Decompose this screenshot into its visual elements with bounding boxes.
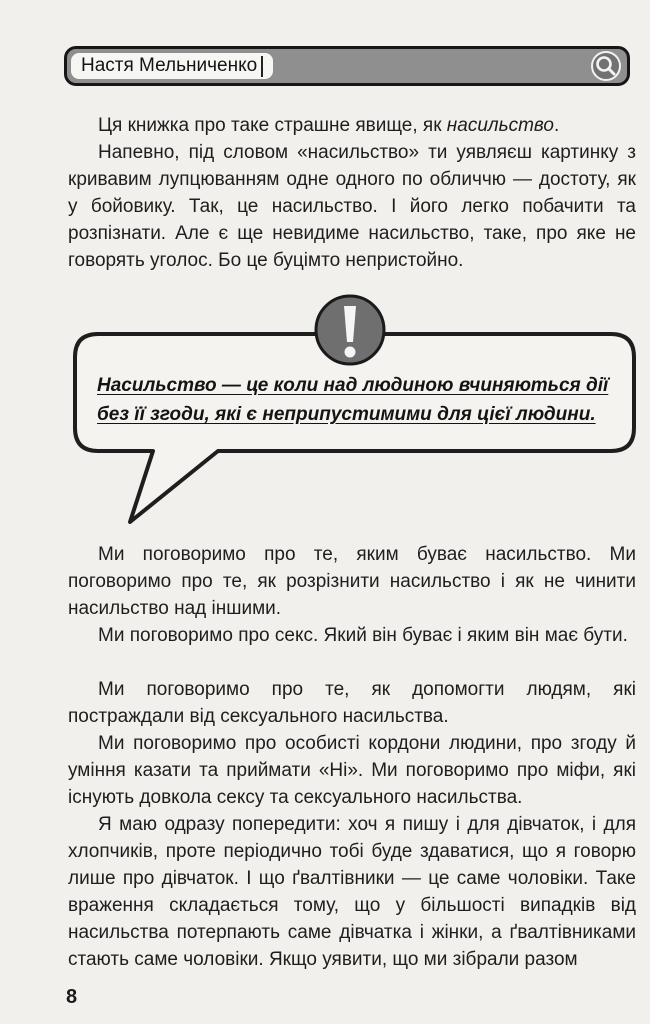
page-number: 8 xyxy=(66,986,78,1008)
intro-text: Ця книжка про таке страшне явище, як xyxy=(98,115,447,136)
intro-italic-word: насильство xyxy=(446,115,554,136)
paragraph-warning: Я маю одразу попередити: хоч я пишу і для дівчаток, і для хлопчиків, проте періодично тобі буде здаватися, що я говорю лише про дівчаток. І що ґвалтівники — це саме чоловіки. Таке враження складається тому, що у більшості випадків від насильства потерпають саме дівчатка і жінки, а ґвалтівниками стають саме чоловіки. Якщо уявити, що ми зібрали разом xyxy=(68,814,636,970)
paragraph-sex: Ми поговоримо про секс. Який він буває і яким він має бути. xyxy=(98,625,628,646)
paragraph-help: Ми поговоримо про те, як допомогти людям, які постраждали від сексуального насильства. xyxy=(68,679,636,727)
paragraph-violence-image: Напевно, під словом «насильство» ти уявляєш картинку з кривавим лупцюванням одне одного по обличчю — достоту, як у бойовику. Так, це насильство. І його легко побачити та розпізнати. Але є ще невидиме насильство, таке, про яке не говорять уголос. Бо це буцімто непристойно. xyxy=(68,142,636,271)
intro-end: . xyxy=(554,115,560,136)
exclamation-icon xyxy=(316,296,384,364)
callout-definition: Насильство — це коли над людиною вчиняються дії без її згоди, які є неприпустимими для цієї людини. xyxy=(97,375,609,425)
paragraph-kinds: Ми поговоримо про те, яким буває насильство. Ми поговоримо про те, як розрізнити насильство і як не чинити насильство над іншими. xyxy=(68,544,636,619)
paragraph-boundaries: Ми поговоримо про особисті кордони людини, про згоду й уміння казати та приймати «Ні». Ми поговоримо про міфи, які існують довкола сексу та сексуального насильства. xyxy=(68,733,636,808)
author-name: Настя Мельниченко xyxy=(81,55,258,76)
